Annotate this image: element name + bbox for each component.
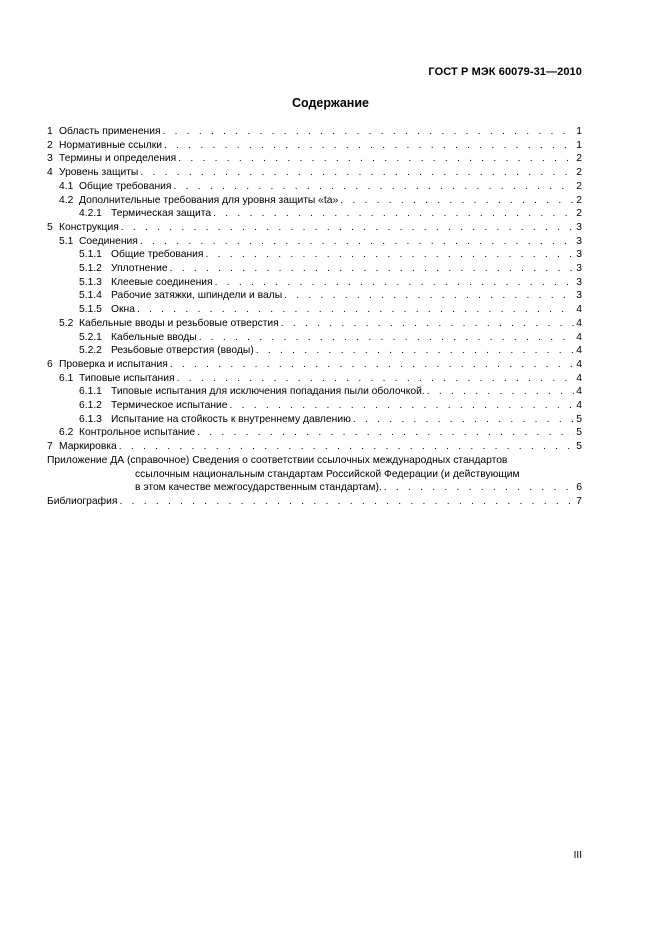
appendix-line-2: ссылочным национальным стандартам Российской Федерации (и действующим	[135, 468, 520, 480]
toc-entry[interactable]	[47, 207, 582, 221]
toc-entry[interactable]	[47, 331, 582, 345]
toc-entry-label: Типовые испытания для исключения попадания пыли оболочкой.	[111, 386, 425, 398]
toc-entry[interactable]	[47, 344, 582, 358]
toc-entry-bibliography[interactable]	[47, 495, 582, 509]
toc-entry-label: Испытание на стойкость к внутреннему давлению	[111, 413, 351, 425]
toc-leader-dots	[163, 125, 574, 139]
toc-entry[interactable]	[47, 426, 582, 440]
toc-entry-page: 3	[576, 235, 582, 247]
toc-entry-number: 5.1	[59, 235, 74, 247]
toc-leader-dots	[119, 495, 574, 509]
toc-entry-label: Общие требования	[79, 180, 172, 192]
toc-entry-label: Уплотнение	[111, 263, 168, 275]
toc-entry-number: 4.2.1	[79, 208, 102, 220]
toc-leader-dots	[197, 426, 574, 440]
toc-entry[interactable]	[47, 248, 582, 262]
toc-entry[interactable]	[47, 180, 582, 194]
toc-entry[interactable]	[47, 303, 582, 317]
toc-entry-number: 3	[47, 153, 53, 165]
toc-entry[interactable]	[47, 289, 582, 303]
document-header: ГОСТ Р МЭК 60079-31—2010	[428, 66, 582, 78]
toc-entry[interactable]	[47, 413, 582, 427]
toc-entry-number: 5.2.2	[79, 345, 102, 357]
toc-entry[interactable]	[47, 372, 582, 386]
toc-entry-label: Клеевые соединения	[111, 276, 213, 288]
toc-entry-label: Конструкция	[59, 221, 119, 233]
toc-leader-dots	[199, 331, 574, 345]
toc-leader-dots	[137, 303, 574, 317]
toc-entry[interactable]	[47, 152, 582, 166]
toc-leader-dots	[230, 399, 574, 413]
toc-leader-dots	[177, 372, 574, 386]
toc-entry[interactable]	[47, 262, 582, 276]
toc-leader-dots	[427, 385, 574, 399]
toc-leader-dots	[256, 344, 574, 358]
toc-entry-label: Уровень защиты	[59, 167, 139, 179]
toc-entry-number: 4.2	[59, 194, 74, 206]
toc-entry[interactable]	[47, 235, 582, 249]
toc-entry-number: 6.1.1	[79, 386, 102, 398]
toc-entry-page: 2	[576, 167, 582, 179]
toc-entry[interactable]	[47, 139, 582, 153]
toc-entry-label: Нормативные ссылки	[59, 139, 163, 151]
toc-entry[interactable]	[47, 317, 582, 331]
toc-entry-label: Кабельные вводы и резьбовые отверстия	[79, 317, 279, 329]
toc-entry-number: 4.1	[59, 180, 74, 192]
page-title: Содержание	[291, 96, 369, 110]
toc-entry[interactable]	[47, 194, 582, 208]
toc-leader-dots	[281, 317, 574, 331]
toc-entry-number: 5.1.4	[79, 290, 102, 302]
toc-leader-dots	[178, 152, 574, 166]
toc-leader-dots	[215, 276, 574, 290]
toc-leader-dots	[284, 289, 574, 303]
toc-entry-page: 4	[576, 372, 582, 384]
bibliography-label: Библиография	[47, 495, 118, 507]
toc-leader-dots	[119, 440, 574, 454]
toc-entry-label: Общие требования	[111, 249, 204, 261]
toc-entry-number: 4	[47, 167, 53, 179]
toc-entry-label: Проверка и испытания	[59, 358, 168, 370]
appendix-line-1: Приложение ДА (справочное) Сведения о соответствии ссылочных международных стандартов	[47, 454, 508, 466]
toc-entry-label: Контрольное испытание	[79, 427, 196, 439]
toc-entry-page: 2	[576, 194, 582, 206]
toc-leader-dots	[353, 413, 574, 427]
toc-entry-page: 1	[576, 139, 582, 151]
toc-entry-page: 5	[576, 427, 582, 439]
toc-entry-number: 6.1.2	[79, 400, 102, 412]
page-number: III	[573, 850, 582, 861]
toc-entry-label: Термическая защита	[111, 208, 212, 220]
toc-entry-label: Термины и определения	[59, 153, 177, 165]
toc-entry[interactable]	[47, 440, 582, 454]
toc-leader-dots	[384, 481, 574, 495]
toc-entry-page: 3	[576, 249, 582, 261]
toc-entry-number: 7	[47, 441, 53, 453]
toc-entry-label: Резьбовые отверстия (вводы)	[111, 345, 254, 357]
toc-entry-page: 4	[576, 331, 582, 343]
toc-entry-label: Маркировка	[59, 441, 117, 453]
toc-leader-dots	[340, 194, 574, 208]
toc-leader-dots	[206, 248, 575, 262]
toc-entry-label: Область применения	[59, 126, 161, 137]
toc-entry-page: 2	[576, 153, 582, 165]
toc-entry-label: Термическое испытание	[111, 400, 228, 412]
toc-entry-label: Типовые испытания	[79, 372, 175, 384]
toc-leader-dots	[170, 358, 574, 372]
toc-entry-number: 5.2	[59, 317, 74, 329]
toc-entries	[47, 125, 582, 454]
toc-entry-number: 5.1.2	[79, 263, 102, 275]
toc-entry-page: 3	[576, 263, 582, 275]
toc-leader-dots	[170, 262, 574, 276]
toc-entry-page: 4	[576, 304, 582, 316]
toc-entry-number: 6.2	[59, 427, 74, 439]
toc-leader-dots	[174, 180, 575, 194]
toc-entry-label: Рабочие затяжки, шпиндели и валы	[111, 290, 283, 302]
toc-entry-number: 5.1.5	[79, 304, 102, 316]
toc-entry[interactable]	[47, 221, 582, 235]
toc-entry[interactable]	[47, 125, 582, 139]
toc-entry-label: Окна	[111, 304, 135, 316]
table-of-contents	[47, 125, 582, 509]
toc-leader-dots	[213, 207, 574, 221]
toc-entry-page: 5	[576, 413, 582, 425]
toc-entry-page: 5	[576, 441, 582, 453]
toc-entry-number: 5.2.1	[79, 331, 102, 343]
toc-entry-page: 2	[576, 208, 582, 220]
toc-leader-dots	[121, 221, 574, 235]
toc-leader-dots	[140, 235, 574, 249]
appendix-line-3	[47, 481, 582, 495]
toc-entry[interactable]	[47, 166, 582, 180]
toc-entry-number: 6.1	[59, 372, 74, 384]
toc-entry-page: 4	[576, 345, 582, 357]
toc-entry-label: Кабельные вводы	[111, 331, 197, 343]
toc-leader-dots	[140, 166, 574, 180]
toc-entry-number: 6	[47, 358, 53, 370]
toc-entry-number: 5.1.1	[79, 249, 102, 261]
toc-entry-number: 2	[47, 139, 53, 151]
toc-entry-page: 1	[576, 126, 582, 137]
toc-entry-appendix[interactable]	[47, 454, 582, 495]
toc-entry-page: 4	[576, 386, 582, 398]
toc-leader-dots	[164, 139, 574, 153]
toc-entry[interactable]	[47, 358, 582, 372]
toc-entry-page: 3	[576, 276, 582, 288]
toc-entry[interactable]	[47, 399, 582, 413]
bibliography-page: 7	[576, 495, 582, 507]
toc-entry[interactable]	[47, 385, 582, 399]
toc-entry-number: 5.1.3	[79, 276, 102, 288]
appendix-page: 6	[576, 482, 582, 494]
toc-entry-page: 4	[576, 400, 582, 412]
toc-entry-page: 3	[576, 221, 582, 233]
toc-entry-label: Соединения	[79, 235, 138, 247]
toc-entry[interactable]	[47, 276, 582, 290]
toc-entry-page: 3	[576, 290, 582, 302]
toc-entry-page: 4	[576, 358, 582, 370]
toc-entry-number: 5	[47, 221, 53, 233]
toc-entry-page: 4	[576, 317, 582, 329]
toc-entry-label: Дополнительные требования для уровня защиты «ta»	[79, 194, 339, 206]
toc-entry-number: 1	[47, 126, 53, 137]
toc-entry-page: 2	[576, 180, 582, 192]
appendix-line-3-label: в этом качестве межгосударственным стандартам).	[135, 482, 382, 494]
toc-entry-number: 6.1.3	[79, 413, 102, 425]
